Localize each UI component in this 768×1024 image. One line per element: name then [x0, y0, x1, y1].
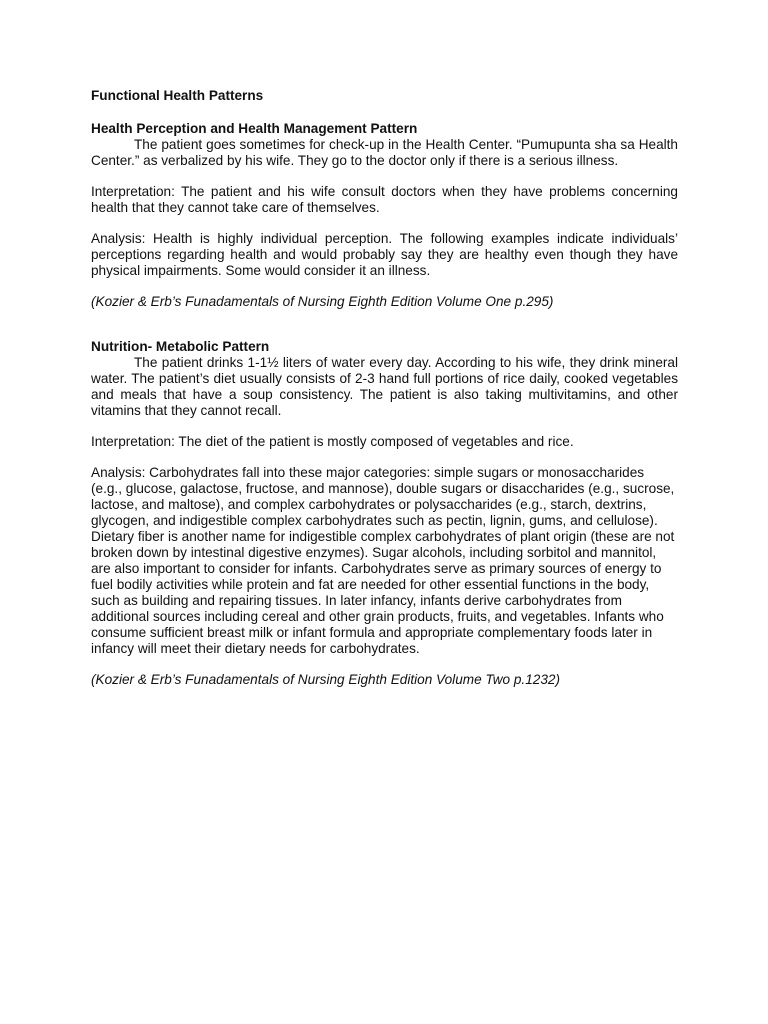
section-description: The patient drinks 1-1½ liters of water every day. According to his wife, they drink mineral water. The patient’s diet usually consists of 2-3 hand full portions of rice daily, cooked vegetables and meals that have a soup consistency. The patient is also taking multivitamins, and other vitamins that they cannot recall.	[91, 355, 678, 418]
section-interpretation: Interpretation: The diet of the patient is mostly composed of vegetables and rice.	[91, 434, 574, 449]
section-heading: Health Perception and Health Management Pattern	[91, 121, 418, 136]
section-nutrition-metabolic	[91, 339, 678, 688]
section-analysis: Analysis: Health is highly individual perception. The following examples indicate individuals’ perceptions regarding health and would probably say they are healthy even though they have physical impairments. Some would consider it an illness.	[91, 231, 678, 278]
section-interpretation: Interpretation: The patient and his wife consult doctors when they have problems concerning health that they cannot take care of themselves.	[91, 184, 678, 215]
section-description: The patient goes sometimes for check-up in the Health Center. “Pumupunta sha sa Health Center.” as verbalized by his wife. They go to the doctor only if there is a serious illness.	[91, 137, 678, 168]
section-health-perception	[91, 121, 678, 310]
section-heading: Nutrition- Metabolic Pattern	[91, 339, 270, 354]
section-citation: (Kozier & Erb’s Funadamentals of Nursing Eighth Edition Volume One p.295)	[91, 294, 554, 309]
document-page	[91, 88, 678, 688]
document-title: Functional Health Patterns	[91, 88, 264, 103]
section-citation: (Kozier & Erb’s Funadamentals of Nursing Eighth Edition Volume Two p.1232)	[91, 672, 560, 687]
section-analysis: Analysis: Carbohydrates fall into these major categories: simple sugars or monosaccharides (e.g., glucose, galactose, fructose, and mannose), double sugars or disaccharides (e.g., sucrose, lactose, and maltose), and complex carbohydrates or polysaccharides (e.g., starch, dextrins, glycogen, and indigestible complex carbohydrates such as pectin, lignin, gums, and cellulose). Dietary fiber is another name for indigestible complex carbohydrates of plant origin (these are not broken down by intestinal digestive enzymes). Sugar alcohols, including sorbitol and mannitol, are also important to consider for infants. Carbohydrates serve as primary sources of energy to fuel bodily activities while protein and fat are needed for other essential functions in the body, such as building and repairing tissues. In later infancy, infants derive carbohydrates from additional sources including cereal and other grain products, fruits, and vegetables. Infants who consume sufficient breast milk or infant formula and appropriate complementary foods later in infancy will meet their dietary needs for carbohydrates.	[91, 465, 675, 656]
